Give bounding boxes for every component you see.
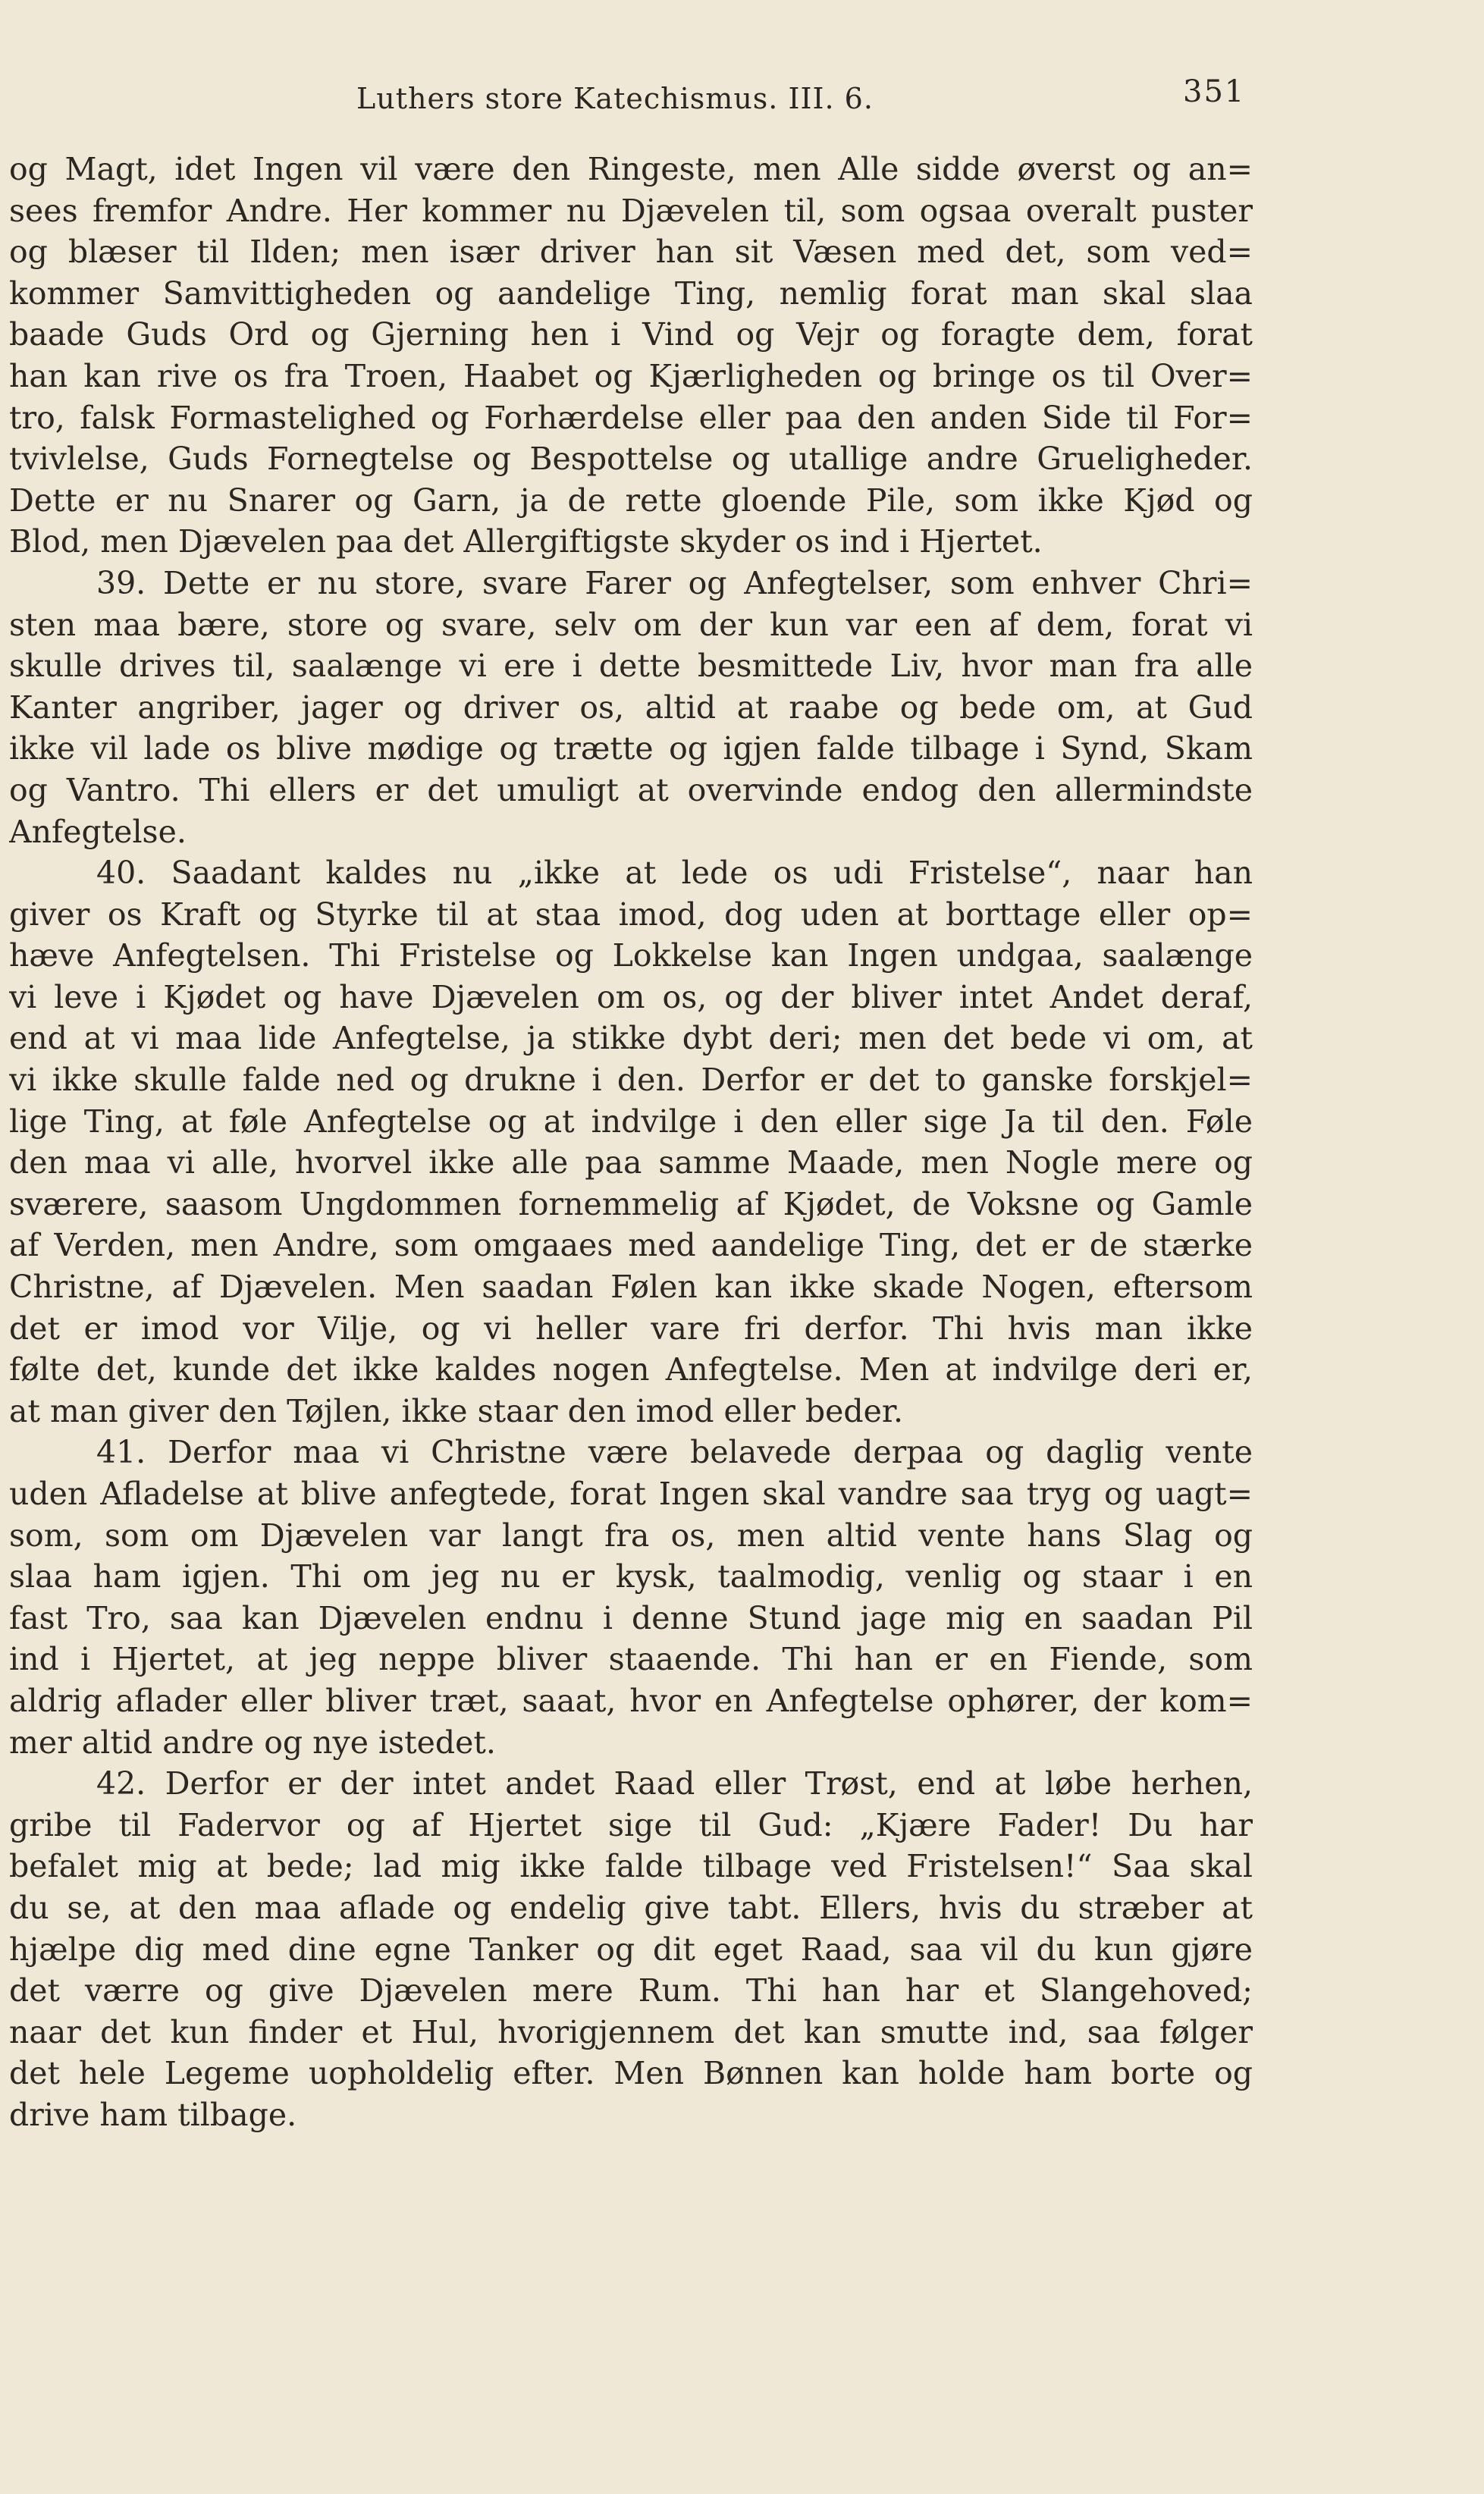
text-line: hæve Anfegtelsen. Thi Fristelse og Lokkelse kan Ingen undgaa, saalænge [9,937,1253,974]
text-line: skulle drives til, saalænge vi ere i dette besmittede Liv, hvor man fra alle [9,648,1253,685]
body-text [9,149,1253,2136]
text-line: og Vantro. Thi ellers er det umuligt at overvinde endog den allermindste [9,771,1253,808]
text-line: befalet mig at bede; lad mig ikke falde tilbage ved Fristelsen!“ Saa skal [9,1848,1253,1885]
text-line: 40. Saadant kaldes nu „ikke at lede os udi Fristelse“, naar han [96,855,1253,892]
text-line: tro, falsk Formastelighed og Forhærdelse eller paa den anden Side til For= [9,399,1253,436]
text-line: den maa vi alle, hvorvel ikke alle paa samme Maade, men Nogle mere og [9,1144,1253,1181]
text-line: 41. Derfor maa vi Christne være belavede derpaa og daglig vente [96,1434,1253,1471]
page-number: 351 [1183,74,1246,109]
text-line: 39. Dette er nu store, svare Farer og Anfegtelser, som enhver Chri= [96,564,1253,601]
text-line: uden Afladelse at blive anfegtede, forat Ingen skal vandre saa tryg og uagt= [9,1476,1253,1512]
text-line: Dette er nu Snarer og Garn, ja de rette gloende Pile, som ikke Kjød og [9,482,1253,519]
text-line: hjælpe dig med dine egne Tanker og dit eget Raad, saa vil du kun gjøre [9,1931,1253,1968]
text-line: og Magt, idet Ingen vil være den Ringeste, men Alle sidde øverst og an= [9,151,1253,187]
text-line: at man giver den Tøjlen, ikke staar den imod eller beder. [9,1392,904,1429]
text-line: Anfegtelse. [9,813,187,850]
text-line: følte det, kunde det ikke kaldes nogen Anfegtelse. Men at indvilge deri er, [9,1351,1253,1388]
text-line: sten maa bære, store og svare, selv om der kun var een af dem, forat vi [9,606,1253,643]
text-line: og blæser til Ilden; men især driver han sit Væsen med det, som ved= [9,234,1253,271]
running-title: Luthers store Katechismus. III. 6. [356,82,874,115]
text-line: end at vi maa lide Anfegtelse, ja stikke dybt deri; men det bede vi om, at [9,1020,1253,1057]
text-line: Kanter angriber, jager og driver os, altid at raabe og bede om, at Gud [9,689,1253,726]
text-line: gribe til Fadervor og af Hjertet sige til Gud: „Kjære Fader! Du har [9,1806,1253,1843]
text-line: sees fremfor Andre. Her kommer nu Djævelen til, som ogsaa overalt puster [9,192,1253,229]
text-line: ikke vil lade os blive mødige og trætte og igjen falde tilbage i Synd, Skam [9,730,1253,767]
text-line: du se, at den maa aflade og endelig give tabt. Ellers, hvis du stræber at [9,1889,1253,1926]
text-line: det hele Legeme uopholdelig efter. Men Bønnen kan holde ham borte og [9,2055,1253,2092]
text-line: mer altid andre og nye istedet. [9,1724,496,1761]
text-line: sværere, saasom Ungdommen fornemmelig af Kjødet, de Voksne og Gamle [9,1185,1253,1222]
text-line: drive ham tilbage. [9,2096,297,2133]
text-line: Blod, men Djævelen paa det Allergiftigste skyder os ind i Hjertet. [9,523,1043,560]
text-line: 42. Derfor er der intet andet Raad eller Trøst, end at løbe herhen, [96,1765,1253,1802]
text-line: det er imod vor Vilje, og vi heller vare fri derfor. Thi hvis man ikke [9,1310,1253,1347]
text-line: kommer Samvittigheden og aandelige Ting, nemlig forat man skal slaa [9,274,1253,312]
text-line: ind i Hjertet, at jeg neppe bliver staaende. Thi han er en Fiende, som [9,1641,1253,1678]
text-line: vi leve i Kjødet og have Djævelen om os, og der bliver intet Andet deraf, [9,978,1253,1015]
text-line: vi ikke skulle falde ned og drukne i den. Derfor er det to ganske forskjel= [9,1062,1253,1099]
text-line: baade Guds Ord og Gjerning hen i Vind og Vejr og foragte dem, forat [9,316,1253,353]
text-line: Christne, af Djævelen. Men saadan Følen kan ikke skade Nogen, eftersom [9,1269,1253,1306]
text-line: det værre og give Djævelen mere Rum. Thi han har et Slangehoved; [9,1972,1253,2009]
text-line: naar det kun finder et Hul, hvorigjennem det kan smutte ind, saa følger [9,2013,1253,2050]
text-line: aldrig aflader eller bliver træt, saaat, hvor en Anfegtelse ophører, der kom= [9,1682,1253,1719]
text-line: af Verden, men Andre, som omgaaes med aandelige Ting, det er de stærke [9,1227,1253,1264]
text-line: tvivlelse, Guds Fornegtelse og Bespottelse og utallige andre Grueligheder. [9,441,1253,478]
text-line: giver os Kraft og Styrke til at staa imod, dog uden at borttage eller op= [9,896,1253,933]
text-line: lige Ting, at føle Anfegtelse og at indvilge i den eller sige Ja til den. Føle [9,1103,1253,1140]
text-line: fast Tro, saa kan Djævelen endnu i denne Stund jage mig en saadan Pil [9,1599,1253,1636]
text-line: som, som om Djævelen var langt fra os, men altid vente hans Slag og [9,1517,1253,1554]
text-line: han kan rive os fra Troen, Haabet og Kjærligheden og bringe os til Over= [9,357,1253,394]
text-line: slaa ham igjen. Thi om jeg nu er kysk, taalmodig, venlig og staar i en [9,1558,1253,1595]
